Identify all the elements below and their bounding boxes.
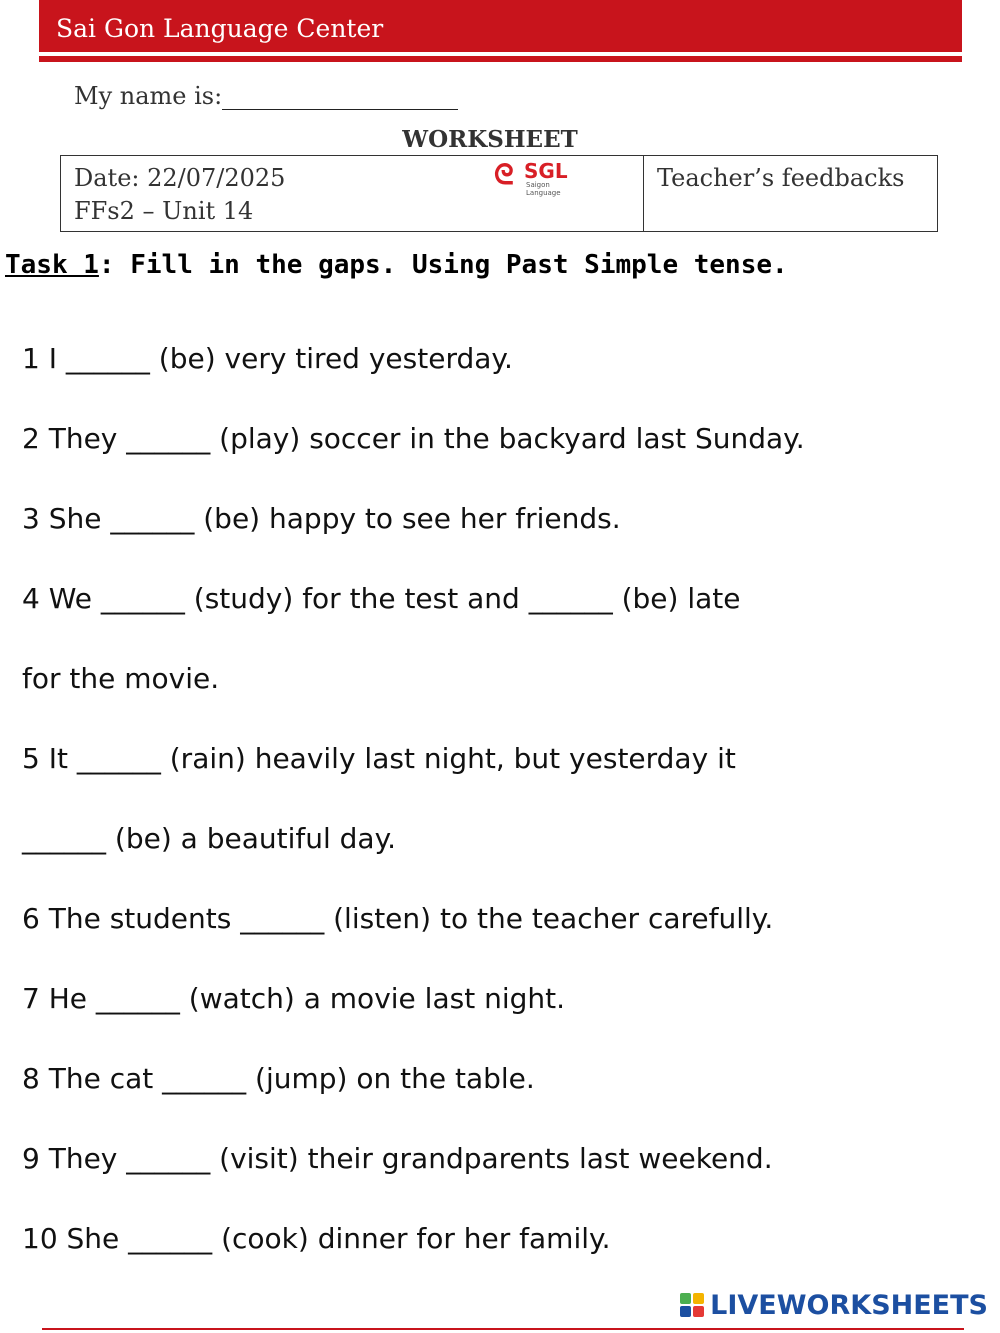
header-bar [39,0,962,52]
question-line[interactable]: 3 She ______ (be) happy to see her friends. [22,502,621,535]
question-line[interactable]: 7 He ______ (watch) a movie last night. [22,982,565,1015]
date-text: Date: 22/07/2025 [74,164,286,192]
worksheet-title: WORKSHEET [402,126,578,153]
task-heading [5,250,788,280]
question-line[interactable]: 1 I ______ (be) very tired yesterday. [22,342,513,375]
task-instruction: : Fill in the gaps. Using Past Simple tense. [98,250,788,280]
footer-divider [42,1328,964,1330]
question-line[interactable]: 8 The cat ______ (jump) on the table. [22,1062,535,1095]
center-name: Sai Gon Language Center [56,14,384,43]
name-label: My name is: [74,82,223,110]
liveworksheets-brand: LIVEWORKSHEETS [710,1290,988,1321]
name-row [74,82,458,110]
question-line[interactable]: 10 She ______ (cook) dinner for her family. [22,1222,611,1255]
info-left-cell [61,156,644,231]
sgl-logo-text: SGL [524,159,568,183]
question-line[interactable]: 2 They ______ (play) soccer in the backyard last Sunday. [22,422,805,455]
question-line: for the movie. [22,662,220,695]
question-line[interactable]: 4 We ______ (study) for the test and ______ (be) late [22,582,741,615]
sgl-logo [494,158,586,197]
question-line[interactable]: 6 The students ______ (listen) to the teacher carefully. [22,902,774,935]
name-blank[interactable] [222,83,458,110]
liveworksheets-grid-icon [680,1293,706,1317]
sgl-swirl-icon: ᘓ [494,158,514,191]
question-line[interactable]: 5 It ______ (rain) heavily last night, but yesterday it [22,742,736,775]
liveworksheets-logo[interactable] [680,1290,988,1324]
unit-text: FFs2 – Unit 14 [74,197,254,225]
header-divider [39,56,962,62]
sgl-logo-subtext: Saigon Language [526,181,561,197]
info-table [60,155,938,232]
task-label: Task 1 [5,250,99,280]
question-line[interactable]: 9 They ______ (visit) their grandparents last weekend. [22,1142,773,1175]
question-line[interactable]: ______ (be) a beautiful day. [22,822,397,855]
teacher-feedback-label: Teacher’s feedbacks [657,164,905,192]
